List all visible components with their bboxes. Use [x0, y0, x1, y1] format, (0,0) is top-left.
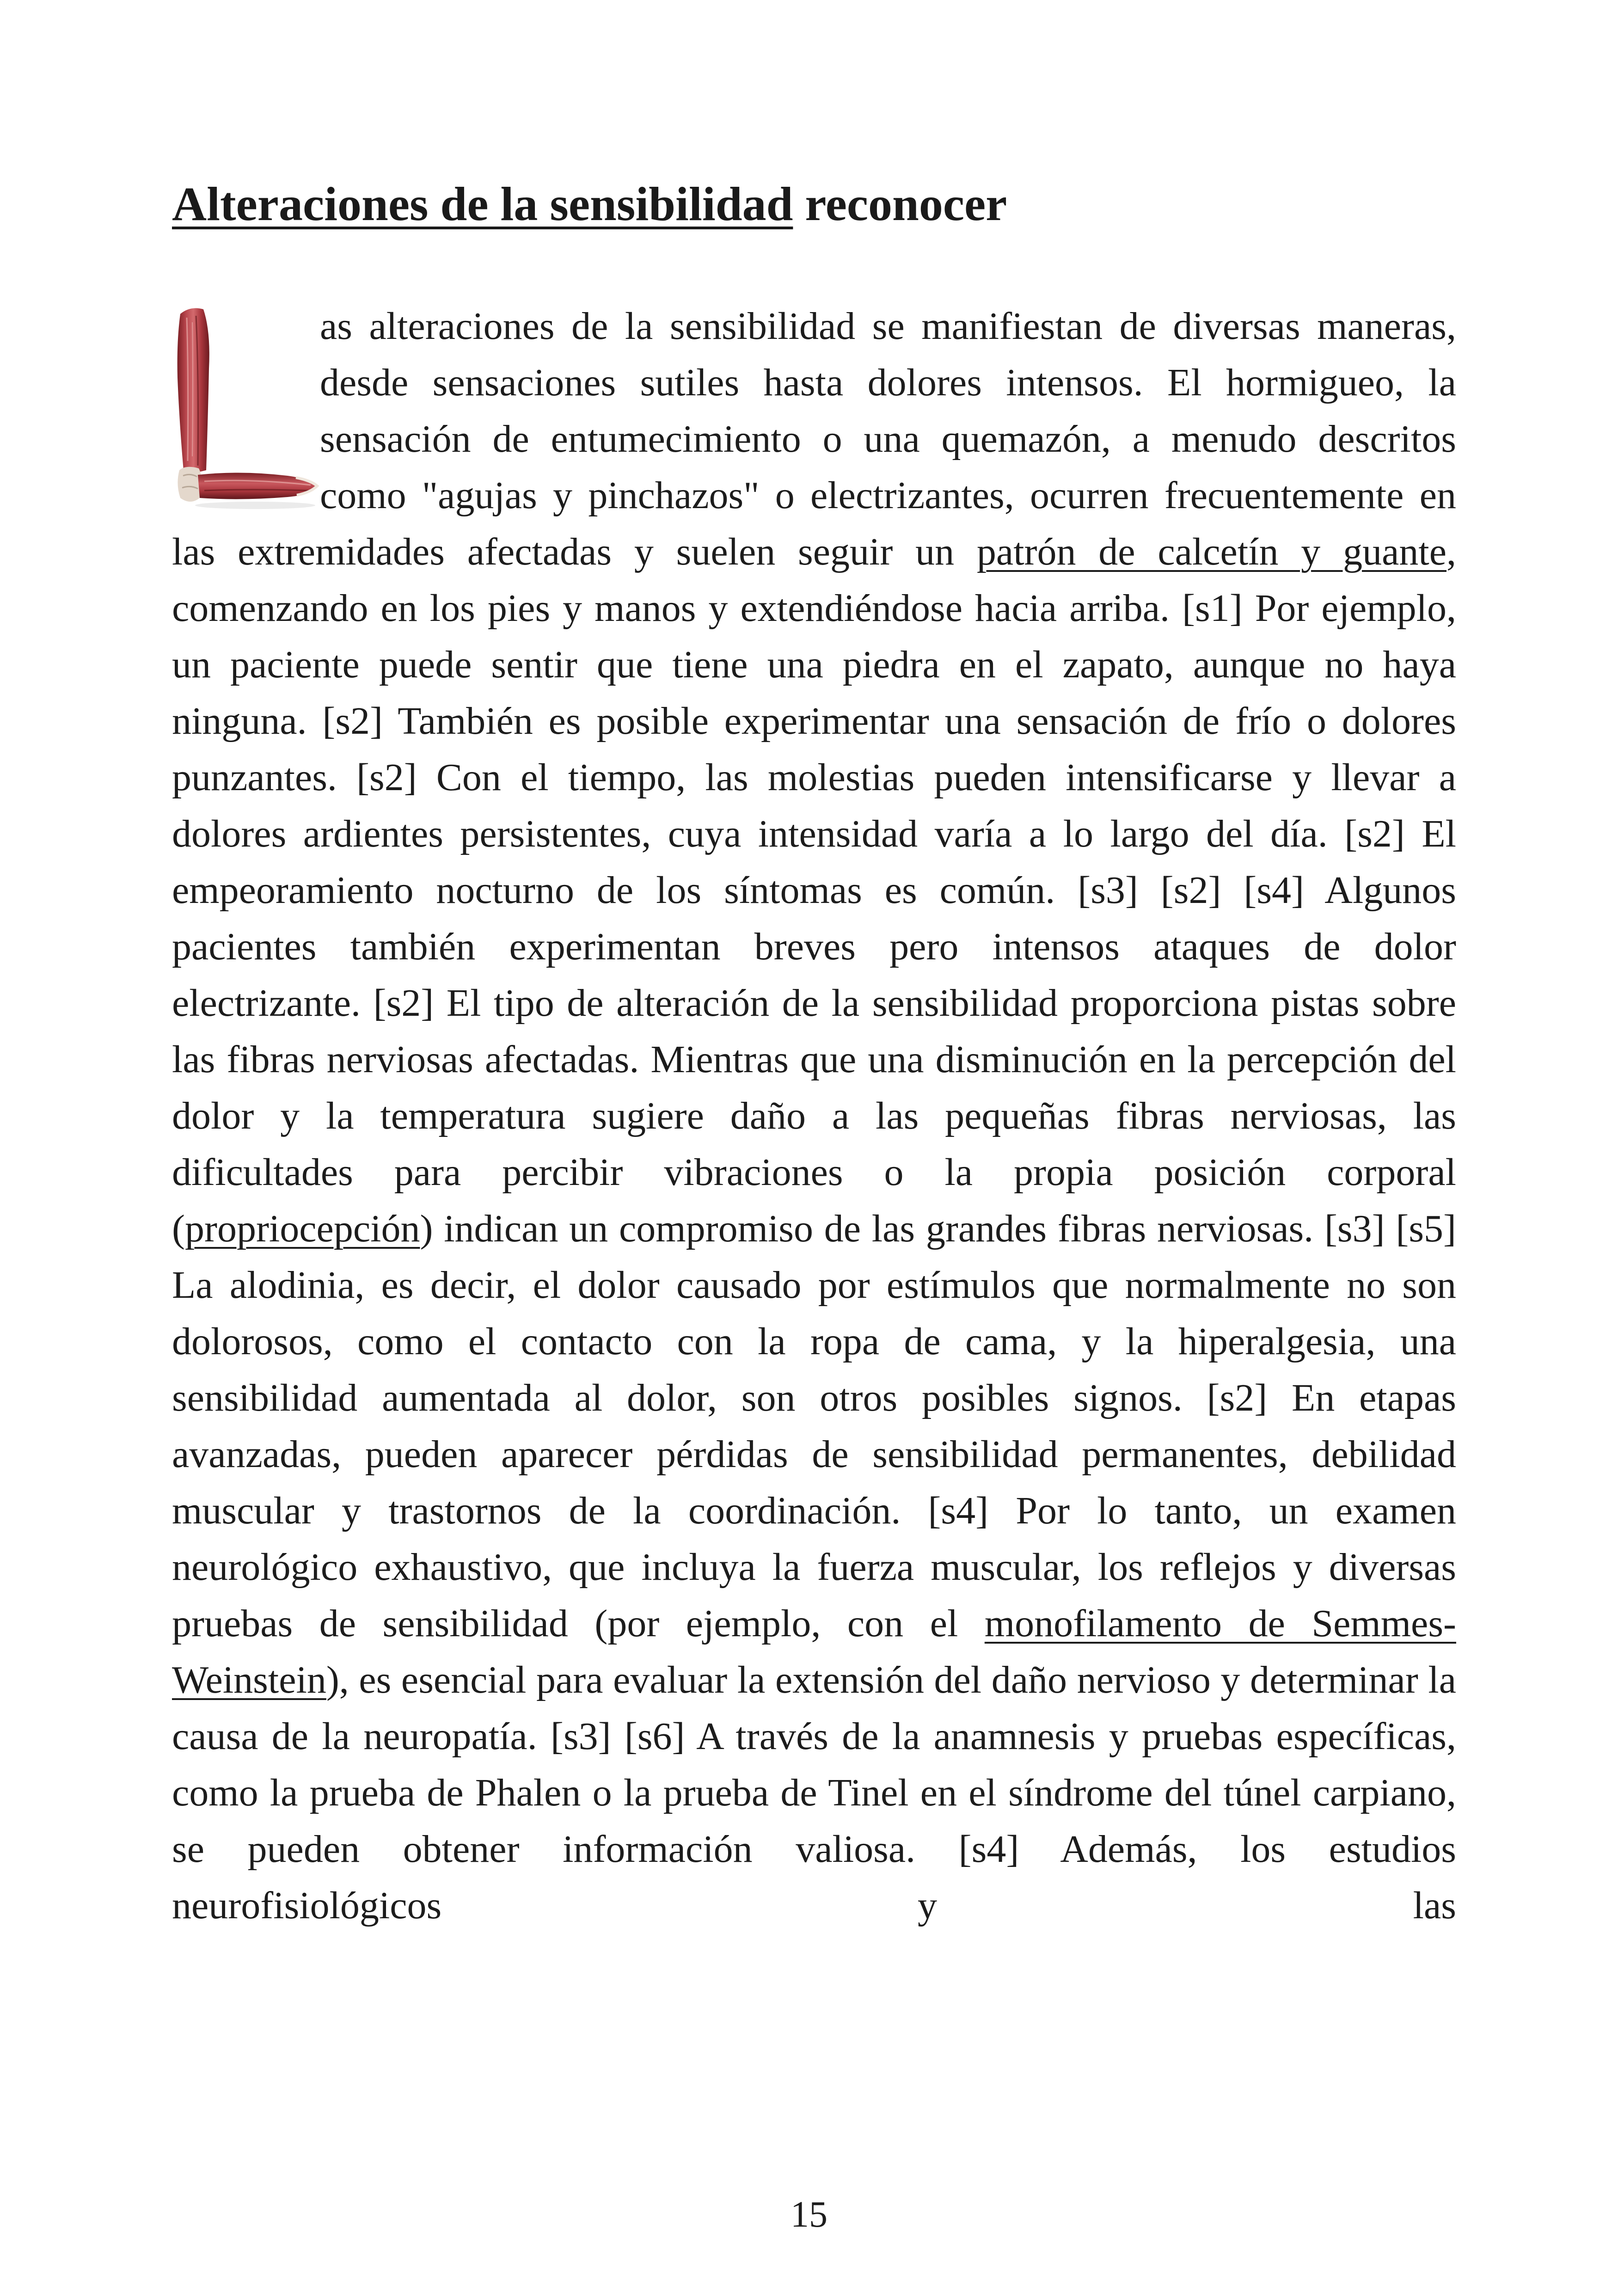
- heading-underlined[interactable]: Alteraciones de la sensibilidad: [172, 178, 793, 231]
- link-monofilamento[interactable]: monofilamento de Semmes-Weinstein: [172, 1602, 1456, 1701]
- text-run: , comenzando en los pies y manos y extendiéndose hacia arriba. [s1] Por ejemplo, un paciente puede sentir que tiene una piedra en el zapato, aunque no haya ninguna. [s2] También es posible experimentar una sensación de frío o dolores punzantes. [s2] Con el tiempo, las molestias pueden intensificarse y llevar a dolores ardientes persistentes, cuya intensidad varía a lo largo del día. [s2] El empeoramiento nocturno de los síntomas es común. [s3] [s2] [s4] Algunos pacientes también experimentan breves pero intensos ataques de dolor electrizante. [s2] El tipo de alteración de la sensibilidad proporciona pistas sobre las fibras nerviosas afectadas. Mientras que una disminución en la percepción del dolor y la temperatura sugiere daño a las pequeñas fibras nerviosas, las dificultades para percibir vibraciones o la propia posición corporal (: [172, 530, 1456, 1250]
- link-patron-calcetin-guante[interactable]: patrón de calcetín y guante: [976, 530, 1446, 573]
- text-run: ), es esencial para evaluar la extensión del daño nervioso y determinar la causa de la neuropatía. [s3] [s6] A través de la anamnesis y pruebas específicas, como la prueba de Phalen o la prueba de Tinel en el síndrome del túnel carpiano, se pueden obtener información valiosa. [s4] Además, los estudios neurofisiológicos y las: [172, 1658, 1456, 1927]
- body-paragraph: [172, 298, 1456, 1934]
- link-propriocepcion[interactable]: propriocepción: [184, 1207, 420, 1250]
- page-number: 15: [791, 2194, 827, 2235]
- forearm-muscle-icon: [172, 304, 320, 519]
- text-run: ) indican un compromiso de las grandes fibras nerviosas. [s3] [s5] La alodinia, es decir, el dolor causado por estímulos que normalmente no son dolorosos, como el contacto con la ropa de cama, y la hiperalgesia, una sensibilidad aumentada al dolor, son otros posibles signos. [s2] En etapas avanzadas, pueden aparecer pérdidas de sensibilidad permanentes, debilidad muscular y trastornos de la coordinación. [s4] Por lo tanto, un examen neurológico exhaustivo, que incluya la fuerza muscular, los reflejos y diversas pruebas de sensibilidad (por ejemplo, con el: [172, 1207, 1456, 1645]
- heading-rest: reconocer: [793, 178, 1007, 231]
- dropcap-illustration: [172, 304, 320, 519]
- text-run: as alteraciones de la sensibilidad se manifiestan de diversas maneras, desde sensaciones sutiles hasta dolores intensos. El hormigueo, la sensación de entumecimiento o una quemazón, a menudo descritos como "agujas y pinchazos" o electrizantes, ocurren frecuentemente en las extremidades afectadas y suelen seguir un: [172, 305, 1456, 573]
- section-heading: [172, 172, 1007, 237]
